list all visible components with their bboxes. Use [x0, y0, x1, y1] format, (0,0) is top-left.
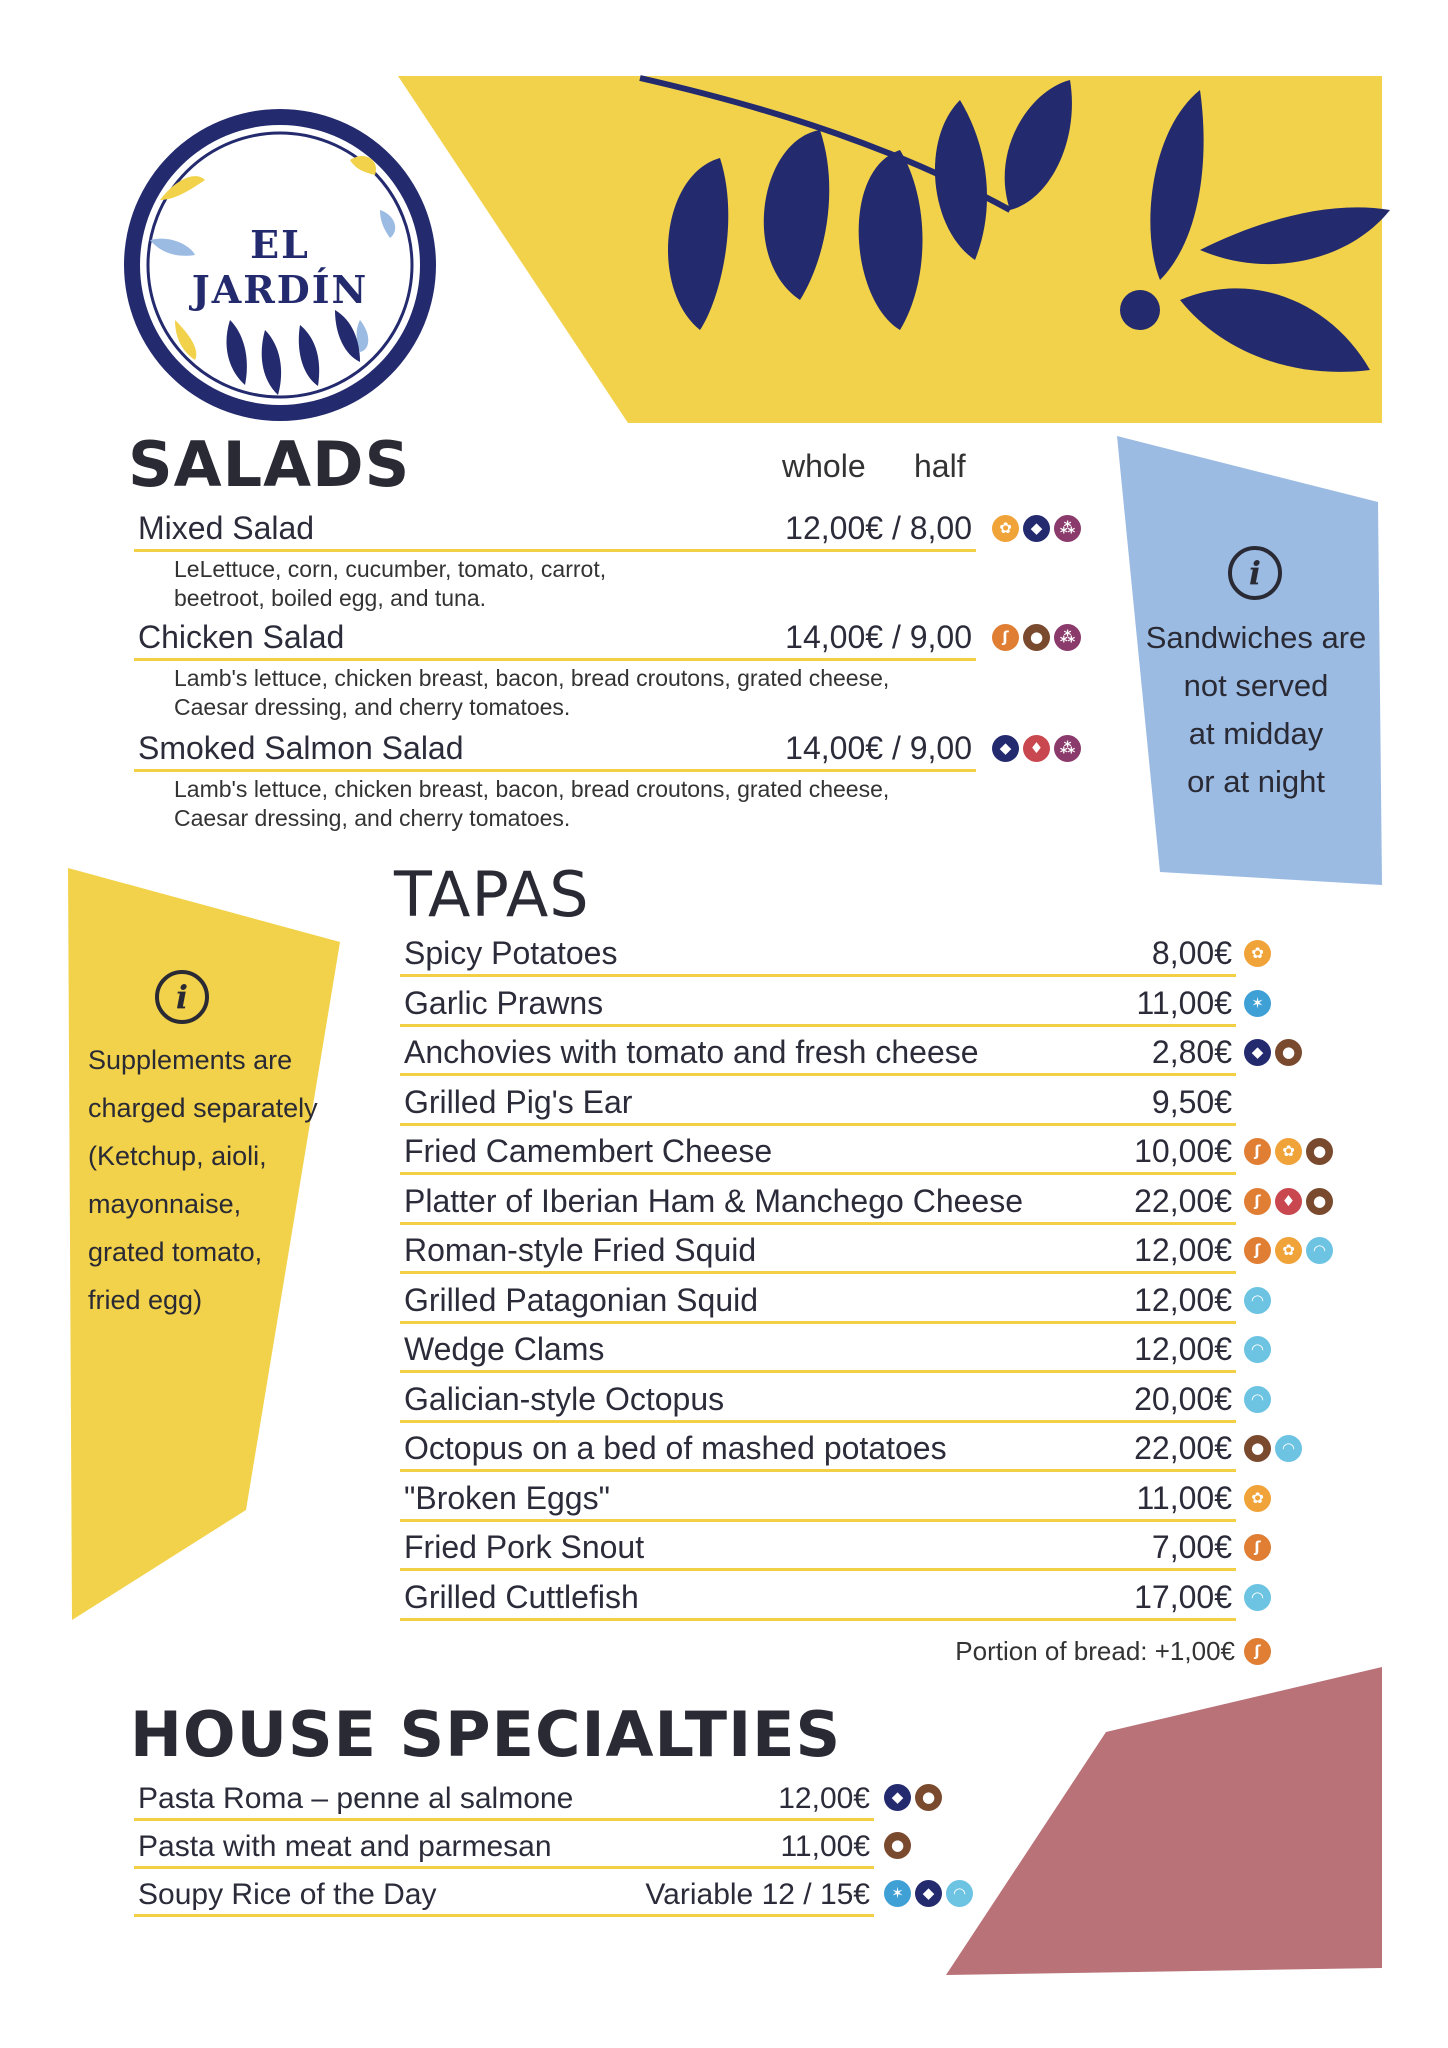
milk-icon: ●	[1306, 1138, 1333, 1165]
item-price: 10,00€	[1134, 1133, 1232, 1169]
allergen-icons	[1244, 1138, 1333, 1165]
item-name: Fried Pork Snout	[404, 1529, 645, 1565]
menu-item-row	[400, 1574, 1236, 1621]
milk-icon: ●	[1023, 624, 1050, 651]
gluten-icon: ʃ	[992, 624, 1019, 651]
item-name: Mixed Salad	[138, 510, 315, 546]
milk-icon: ●	[1306, 1188, 1333, 1215]
item-name: Grilled Cuttlefish	[404, 1578, 639, 1615]
item-price: 12,00€	[1134, 1331, 1232, 1367]
gluten-icon: ʃ	[1244, 1534, 1271, 1561]
gluten-icon: ʃ	[1244, 1138, 1271, 1165]
salads-title: SALADS	[128, 428, 411, 501]
allergen-icons	[1244, 940, 1271, 967]
item-name: Wedge Clams	[404, 1331, 605, 1367]
item-name: Roman-style Fried Squid	[404, 1232, 757, 1268]
milk-icon: ●	[884, 1832, 911, 1859]
menu-item-row	[400, 980, 1236, 1027]
item-name: Platter of Iberian Ham & Manchego Cheese	[404, 1182, 1023, 1219]
supplement-note-line: Supplements are	[88, 1045, 293, 1075]
menu-item-row	[134, 505, 976, 552]
item-price: 11,00€	[1136, 1479, 1232, 1516]
nuts-icon: ♦	[1275, 1188, 1302, 1215]
item-price: 22,00€	[1134, 1430, 1232, 1466]
item-price: 12,00€	[1134, 1281, 1232, 1318]
sandwich-note-line: at midday	[1188, 716, 1324, 751]
description-line: Caesar dressing, and cherry tomatoes.	[174, 805, 571, 831]
bread-allergens	[1244, 1638, 1271, 1665]
menu-item-row	[400, 930, 1236, 977]
gluten-icon: ʃ	[1244, 1638, 1271, 1665]
fish-icon: ◆	[884, 1784, 911, 1811]
bread-note-text: Portion of bread: +1,00€	[955, 1636, 1235, 1666]
sandwich-note-line: Sandwiches are	[1145, 620, 1367, 655]
col-half-label: half	[914, 448, 966, 484]
rose-panel	[946, 1667, 1382, 1975]
egg-icon: ✿	[1244, 1485, 1271, 1512]
allergen-icons	[1244, 1584, 1271, 1611]
sandwich-note	[1130, 614, 1382, 806]
crustacean-icon: ✶	[884, 1880, 911, 1907]
allergen-icons	[1244, 990, 1271, 1017]
gluten-icon: ʃ	[1244, 1237, 1271, 1264]
item-name: "Broken Eggs"	[404, 1479, 610, 1516]
menu-item-row	[400, 1524, 1236, 1571]
mollusc-icon: ◠	[946, 1880, 973, 1907]
item-name: Anchovies with tomato and fresh cheese	[404, 1034, 979, 1070]
item-price: 14,00€ / 9,00	[785, 619, 972, 655]
item-description	[174, 775, 889, 833]
allergen-icons	[1244, 1485, 1271, 1512]
menu-item-row	[134, 1774, 874, 1821]
info-icon: i	[1228, 546, 1282, 600]
egg-icon: ✿	[992, 515, 1019, 542]
item-price: 22,00€	[1134, 1182, 1232, 1219]
allergen-icons	[1244, 1435, 1302, 1462]
item-name: Galician-style Octopus	[404, 1380, 725, 1417]
milk-icon: ●	[915, 1784, 942, 1811]
item-price: 9,50€	[1151, 1083, 1232, 1120]
item-name: Chicken Salad	[138, 619, 345, 655]
gluten-icon: ʃ	[1244, 1188, 1271, 1215]
allergen-icons	[992, 624, 1081, 651]
description-line: Lamb's lettuce, chicken breast, bacon, bread croutons, grated cheese,	[174, 665, 890, 691]
mustard-icon: ⁂	[1054, 735, 1081, 762]
fish-icon: ◆	[992, 735, 1019, 762]
item-name: Octopus on a bed of mashed potatoes	[404, 1430, 947, 1466]
mollusc-icon: ◠	[1244, 1336, 1271, 1363]
allergen-icons	[884, 1784, 942, 1811]
fish-icon: ◆	[1244, 1039, 1271, 1066]
allergen-icons	[1244, 1039, 1302, 1066]
fish-icon: ◆	[915, 1880, 942, 1907]
mustard-icon: ⁂	[1054, 515, 1081, 542]
item-name: Fried Camembert Cheese	[404, 1133, 773, 1169]
allergen-icons	[1244, 1287, 1271, 1314]
item-name: Pasta with meat and parmesan	[138, 1830, 552, 1863]
milk-icon: ●	[1244, 1435, 1271, 1462]
item-price: 20,00€	[1134, 1380, 1232, 1417]
menu-item-row	[400, 1128, 1236, 1175]
milk-icon: ●	[1275, 1039, 1302, 1066]
menu-item-row	[400, 1475, 1236, 1522]
allergen-icons	[884, 1880, 973, 1907]
item-price: 8,00€	[1151, 935, 1232, 971]
menu-item-row	[134, 1870, 874, 1917]
mollusc-icon: ◠	[1275, 1435, 1302, 1462]
item-price: 2,80€	[1151, 1034, 1232, 1070]
menu-item-row	[400, 1227, 1236, 1274]
supplement-note-line: grated tomato,	[88, 1237, 263, 1267]
item-price: 14,00€ / 9,00	[785, 730, 972, 766]
allergen-icons	[1244, 1534, 1271, 1561]
supplement-note-line: (Ketchup, aioli,	[88, 1141, 267, 1171]
logo-text: EL JARDÍN	[191, 222, 369, 312]
allergen-icons	[992, 515, 1081, 542]
description-line: Caesar dressing, and cherry tomatoes.	[174, 694, 571, 720]
item-price: 12,00€	[1134, 1232, 1232, 1268]
item-price: Variable 12 / 15€	[645, 1878, 870, 1911]
menu-item-row	[400, 1277, 1236, 1324]
info-icon: i	[155, 970, 209, 1024]
description-line: beetroot, boiled egg, and tuna.	[174, 585, 487, 611]
crustacean-icon: ✶	[1244, 990, 1271, 1017]
item-price: 7,00€	[1151, 1529, 1232, 1565]
mollusc-icon: ◠	[1306, 1237, 1333, 1264]
tapas-title: TAPAS	[394, 858, 590, 931]
supplement-note	[88, 1036, 328, 1324]
allergen-icons	[884, 1832, 911, 1859]
description-line: Lamb's lettuce, chicken breast, bacon, bread croutons, grated cheese,	[174, 776, 890, 802]
item-name: Smoked Salmon Salad	[138, 730, 464, 766]
supplement-note-line: charged separately	[88, 1093, 318, 1123]
item-price: 11,00€	[1136, 984, 1232, 1021]
item-name: Spicy Potatoes	[404, 935, 618, 971]
item-name: Pasta Roma – penne al salmone	[138, 1782, 574, 1815]
fish-icon: ◆	[1023, 515, 1050, 542]
menu-item-row	[400, 1376, 1236, 1423]
item-description	[174, 555, 606, 613]
mollusc-icon: ◠	[1244, 1584, 1271, 1611]
menu-item-row	[134, 614, 976, 661]
menu-item-row	[134, 725, 976, 772]
item-price: 12,00€	[778, 1782, 870, 1815]
nuts-icon: ♦	[1023, 735, 1050, 762]
house-title: HOUSE SPECIALTIES	[130, 1698, 842, 1771]
allergen-icons	[1244, 1237, 1333, 1264]
supplement-note-line: mayonnaise,	[88, 1189, 242, 1219]
mustard-icon: ⁂	[1054, 624, 1081, 651]
mollusc-icon: ◠	[1244, 1287, 1271, 1314]
menu-item-row	[400, 1029, 1236, 1076]
allergen-icons	[1244, 1336, 1271, 1363]
item-name: Grilled Patagonian Squid	[404, 1281, 759, 1318]
allergen-icons	[1244, 1386, 1271, 1413]
menu-item-row	[400, 1326, 1236, 1373]
mollusc-icon: ◠	[1244, 1386, 1271, 1413]
bread-note	[900, 1636, 1235, 1667]
allergen-icons	[1244, 1188, 1333, 1215]
item-price: 11,00€	[780, 1830, 870, 1863]
item-price: 12,00€ / 8,00	[785, 510, 972, 546]
item-name: Grilled Pig's Ear	[404, 1083, 633, 1120]
menu-item-row	[400, 1178, 1236, 1225]
menu-item-row	[134, 1822, 874, 1869]
sandwich-note-line: or at night	[1187, 764, 1325, 799]
item-name: Garlic Prawns	[404, 984, 604, 1021]
sandwich-note-line: not served	[1183, 668, 1329, 703]
col-whole-label: whole	[782, 448, 866, 484]
item-price: 17,00€	[1134, 1578, 1232, 1615]
item-description	[174, 664, 889, 722]
egg-icon: ✿	[1275, 1237, 1302, 1264]
menu-item-row	[400, 1425, 1236, 1472]
allergen-icons	[992, 735, 1081, 762]
item-name: Soupy Rice of the Day	[138, 1878, 437, 1911]
description-line: LeLettuce, corn, cucumber, tomato, carrot,	[174, 556, 607, 582]
menu-item-row	[400, 1079, 1236, 1126]
egg-icon: ✿	[1275, 1138, 1302, 1165]
supplement-note-line: fried egg)	[88, 1285, 203, 1315]
egg-icon: ✿	[1244, 940, 1271, 967]
